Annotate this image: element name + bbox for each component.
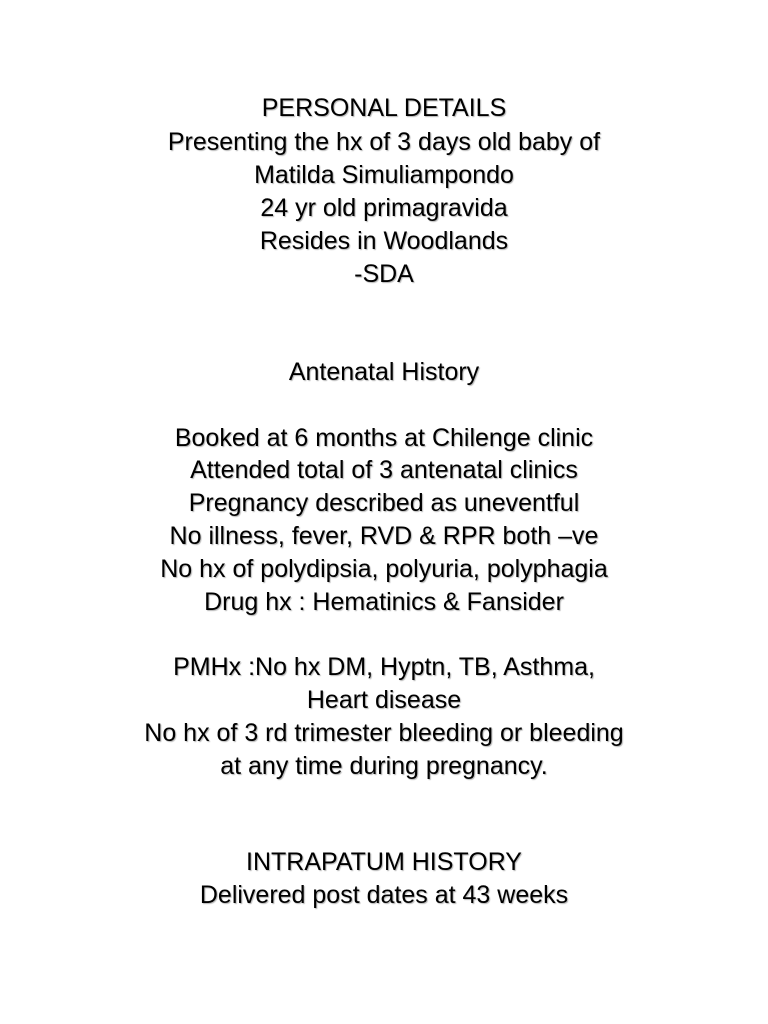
pmhx-line: at any time during pregnancy. bbox=[220, 752, 548, 780]
antenatal-history-line: Booked at 6 months at Chilenge clinic bbox=[174, 424, 594, 452]
antenatal-history-line: Pregnancy described as uneventful bbox=[188, 489, 580, 517]
personal-details-line: 24 yr old primagravida bbox=[260, 194, 508, 222]
antenatal-history-heading: Antenatal History bbox=[288, 358, 480, 386]
antenatal-history-line: No hx of polydipsia, polyuria, polyphagia bbox=[160, 555, 608, 583]
personal-details-line: Matilda Simuliampondo bbox=[254, 161, 514, 189]
pmhx-line: Heart disease bbox=[306, 686, 462, 714]
intrapartum-history-line: Delivered post dates at 43 weeks bbox=[199, 881, 569, 909]
personal-details-line: Presenting the hx of 3 days old baby of bbox=[167, 128, 601, 156]
antenatal-history-line: Attended total of 3 antenatal clinics bbox=[190, 456, 578, 484]
pmhx-line: PMHx :No hx DM, Hyptn, TB, Asthma, bbox=[173, 653, 595, 681]
antenatal-history-line: Drug hx : Hematinics & Fansider bbox=[204, 588, 564, 616]
pmhx-line: No hx of 3 rd trimester bleeding or bleeding bbox=[144, 719, 624, 747]
personal-details-line: Resides in Woodlands bbox=[259, 227, 509, 255]
antenatal-history-line: No illness, fever, RVD & RPR both –ve bbox=[169, 522, 599, 550]
personal-details-line: -SDA bbox=[354, 260, 414, 288]
intrapartum-history-heading: INTRAPATUM HISTORY bbox=[246, 848, 522, 876]
personal-details-heading: PERSONAL DETAILS bbox=[261, 94, 507, 122]
